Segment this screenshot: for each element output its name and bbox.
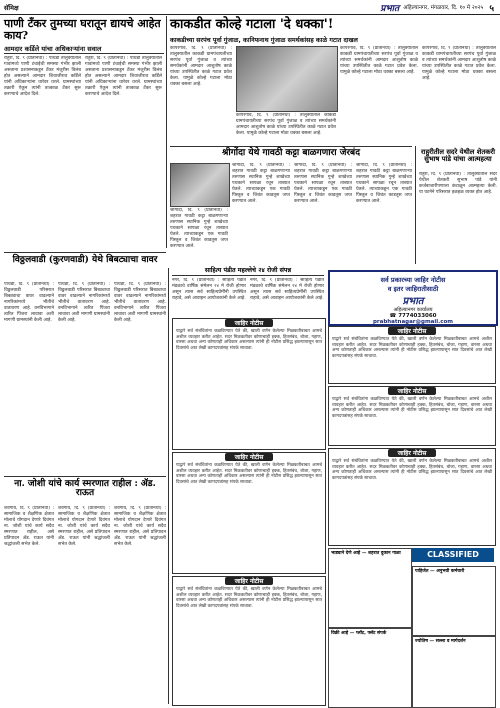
masthead-logo: प्रभात xyxy=(380,3,400,14)
public-notice-5 xyxy=(328,386,496,446)
ad-line1: सर्व प्रकारच्या जाहिर नोटीस xyxy=(380,276,446,284)
column-divider xyxy=(168,268,169,704)
classified-item: ज्योतिष — सल्ला व मार्गदर्शन xyxy=(415,639,466,644)
notice-body: याद्वारे सर्व संबंधितांना कळविण्यात येते की, खाली वर्णन केलेल्या मिळकतीबाबत आमचे अशील व्यवहार करीत आहेत. सदर मिळकतीवर कोणाचाही हक्क, हितसंबंध, बोजा, गहाण, वारसा अथवा अन्य कोणताही अधिकार असल्यास त्यांनी ही नोटीस प्रसिद्ध झाल्यापासून सात दिवसांचे आत लेखी कागदपत्रांसह संपर्क साधावा. xyxy=(176,463,322,485)
story2-headline: काकडीत कोल्हे गटाला 'दे धक्का'! xyxy=(170,17,334,32)
story3-body-col4: श्रीगोंदा, दि. ९ (प्रतिनिधी) : शहरात गावठी कट्टा बाळगणाऱ्या तरुणास स्थानिक गुन्हे शाखेच्या पथकाने सापळा रचून ताब्यात घेतले. त्याच्याकडून एक गावठी पिस्तूल व जिवंत काडतूस जप्त करण्यात आले. xyxy=(356,163,412,204)
classified-item: भाड्याने देणे आहे — शहरात दुकान गाळा xyxy=(331,551,401,556)
story3-body-col1: श्रीगोंदा, दि. ९ (प्रतिनिधी) : शहरात गावठी कट्टा बाळगणाऱ्या तरुणास स्थानिक गुन्हे शाखेच्या पथकाने सापळा रचून ताब्यात घेतले. त्याच्याकडून एक गावठी पिस्तूल व जिवंत काडतूस जप्त करण्यात आले. xyxy=(170,208,228,249)
notice-body: याद्वारे सर्व संबंधितांना कळविण्यात येते की, खाली वर्णन केलेल्या मिळकतीबाबत आमचे अशील व्यवहार करीत आहेत. सदर मिळकतीवर कोणाचाही हक्क, हितसंबंध, बोजा, गहाण, वारसा अथवा अन्य कोणताही अधिकार असल्यास त्यांनी ही नोटीस प्रसिद्ध झाल्यापासून सात दिवसांचे आत लेखी कागदपत्रांसह संपर्क साधावा. xyxy=(332,397,492,419)
classified-ad-4 xyxy=(412,636,496,708)
public-notice-3 xyxy=(172,576,326,706)
divider xyxy=(4,252,166,253)
story1-body-col1: राहुरी, दि. ९ (प्रतिनिधी) : पाथर्डी तालुक्यातील गावांमध्ये पाणी टंचाईची समस्या गंभीर झाली असताना प्रशासनाकडून टँकर मंजुरीस विलंब होत असल्याने आमदार शिवाजीराव कर्डिले यांनी अधिकाऱ्यांना धारेवर धरले. ग्रामस्थांच्या तक्रारी ऐकून त्यांनी तात्काळ टँकर सुरू करण्याचे आदेश दिले. xyxy=(4,56,81,97)
notice-title: जाहिर नोटीस xyxy=(225,577,273,585)
notice-title: जाहिर नोटीस xyxy=(388,327,436,335)
ad-phone-number: 7774033060 xyxy=(398,313,437,319)
story1-subhead: आमदार कर्डिले यांचा अधिकाऱ्यांना सवाल xyxy=(4,44,164,54)
column-divider xyxy=(166,16,167,248)
classified-item: पाहिजेत — अनुभवी कर्मचारी xyxy=(415,569,465,574)
notice-body: याद्वारे सर्व संबंधितांना कळविण्यात येते की, खाली वर्णन केलेल्या मिळकतीबाबत आमचे अशील व्यवहार करीत आहेत. सदर मिळकतीवर कोणाचाही हक्क, हितसंबंध, बोजा, गहाण, वारसा अथवा अन्य कोणताही अधिकार असल्यास त्यांनी ही नोटीस प्रसिद्ध झाल्यापासून सात दिवसांचे आत लेखी कागदपत्रांसह संपर्क साधावा. xyxy=(332,459,492,481)
story6-headline: ना. जोशी यांचे कार्य स्मरणात राहील : ॲड. राऊत xyxy=(14,479,156,499)
story7-body-col1: नगर, दि. ९ (प्रतिनिधी) : साहित्य पंडीत मंडळाचे वार्षिक संमेलन २४ मे रोजी होणार असून त्यास सर्व साहित्यप्रेमींनी उपस्थित राहावे, असे आवाहन आयोजकांनी केले आहे. xyxy=(172,278,246,301)
prabhat-advertisement xyxy=(328,270,498,326)
story5-headline: विठ्ठलवाडी (कुरणवाडी) येथे बिबट्याचा वावर xyxy=(12,255,158,265)
story6-body-col3: शेवगाव, दि. ९ (प्रतिनिधी) : सामाजिक व शैक्षणिक क्षेत्रात मोलाचे योगदान देणारे दिवंगत ना. जोशी यांचे कार्य सदैव स्मरणात राहील, असे प्रतिपादन ॲड. राऊत यांनी श्रद्धांजली सभेत केले. xyxy=(114,506,166,547)
story2-body-col1: कोपरगाव, दि. ९ (प्रतिनिधी) : तालुक्यातील काकडी ग्रामपंचायतीच्या सरपंच पूर्वा गुंजाळ व त्यांच्या समर्थकांनी आमदार आशुतोष काळे यांच्या उपस्थितीत काळे गटात प्रवेश केला. यामुळे कोल्हे गटाला मोठा धक्का बसला आहे. xyxy=(170,46,232,87)
story5-body-col3: पाथर्डी, दि. ९ (प्रतिनिधी) : विठ्ठलवाडी परिसरात बिबट्याचा वावर वाढल्याने नागरिकांमध्ये भीतीचे वातावरण आहे. वनविभागाने त्वरित पिंजरा लावावा अशी मागणी ग्रामस्थांनी केली आहे. xyxy=(114,282,166,323)
page-number: ५ xyxy=(489,3,494,14)
notice-body: याद्वारे सर्व संबंधितांना कळविण्यात येते की, खाली वर्णन केलेल्या मिळकतीबाबत आमचे अशील व्यवहार करीत आहेत. सदर मिळकतीवर कोणाचाही हक्क, हितसंबंध, बोजा, गहाण, वारसा अथवा अन्य कोणताही अधिकार असल्यास त्यांनी ही नोटीस प्रसिद्ध झाल्यापासून सात दिवसांचे आत लेखी कागदपत्रांसह संपर्क साधावा. xyxy=(332,337,492,359)
story2-photo-caption: कोपरगाव, दि. ९ (प्रतिनिधी) : तालुक्यातील काकडी ग्रामपंचायतीच्या सरपंच पूर्वा गुंजाळ व त्यांच्या समर्थकांनी आमदार आशुतोष काळे यांच्या उपस्थितीत काळे गटात प्रवेश केला. यामुळे कोल्हे गटाला मोठा धक्का बसला आहे. xyxy=(236,113,336,136)
story4-body: राहुरी, दि. ९ (प्रतिनिधी) : तालुक्यातील सदरे येथील शेतकरी सुभाष पांडे यांनी कर्जबाजारीपणाला कंटाळून आत्महत्या केली. या घटनेने परिसरात हळहळ व्यक्त होत आहे. xyxy=(419,172,497,195)
classified-ad-3 xyxy=(412,566,496,636)
story7-body-col2: नगर, दि. ९ (प्रतिनिधी) : साहित्य पंडीत मंडळाचे वार्षिक संमेलन २४ मे रोजी होणार असून त्यास सर्व साहित्यप्रेमींनी उपस्थित राहावे, असे आवाहन आयोजकांनी केले आहे. xyxy=(250,278,324,301)
notice-title: जाहिर नोटीस xyxy=(388,387,436,395)
page-header xyxy=(0,0,500,15)
section-name: सॅमिक्ष xyxy=(4,3,19,12)
public-notice-4 xyxy=(328,326,496,384)
classified-ad-1 xyxy=(328,548,412,628)
notice-title: जाहिर नोटीस xyxy=(225,453,273,461)
public-notice-6 xyxy=(328,448,496,546)
divider xyxy=(170,146,412,147)
ad-city: अहिल्यानगर कार्यालय xyxy=(393,307,433,313)
story5-body-col2: पाथर्डी, दि. ९ (प्रतिनिधी) : विठ्ठलवाडी परिसरात बिबट्याचा वावर वाढल्याने नागरिकांमध्ये भीतीचे वातावरण आहे. वनविभागाने त्वरित पिंजरा लावावा अशी मागणी ग्रामस्थांनी केली आहे. xyxy=(58,282,110,323)
ad-email: prabhatnagar@gmail.com xyxy=(372,319,454,325)
notice-body: याद्वारे सर्व संबंधितांना कळविण्यात येते की, खाली वर्णन केलेल्या मिळकतीबाबत आमचे अशील व्यवहार करीत आहेत. सदर मिळकतीवर कोणाचाही हक्क, हितसंबंध, बोजा, गहाण, वारसा अथवा अन्य कोणताही अधिकार असल्यास त्यांनी ही नोटीस प्रसिद्ध झाल्यापासून सात दिवसांचे आत लेखी कागदपत्रांसह संपर्क साधावा. xyxy=(176,587,322,609)
ad-phone: ☎ 7774033060 xyxy=(389,313,437,319)
public-notice-2 xyxy=(172,452,326,574)
classified-item: विक्री आहे — प्लॉट, फ्लॅट संपर्क xyxy=(331,631,387,636)
notice-title: जाहिर नोटीस xyxy=(388,449,436,457)
story6-body-col2: शेवगाव, दि. ९ (प्रतिनिधी) : सामाजिक व शैक्षणिक क्षेत्रात मोलाचे योगदान देणारे दिवंगत ना. जोशी यांचे कार्य सदैव स्मरणात राहील, असे प्रतिपादन ॲड. राऊत यांनी श्रद्धांजली सभेत केले. xyxy=(58,506,110,547)
column-divider xyxy=(415,146,416,264)
story2-photo xyxy=(236,46,338,112)
story2-body-col2: कोपरगाव, दि. ९ (प्रतिनिधी) : तालुक्यातील काकडी ग्रामपंचायतीच्या सरपंच पूर्वा गुंजाळ व त्यांच्या समर्थकांनी आमदार आशुतोष काळे यांच्या उपस्थितीत काळे गटात प्रवेश केला. यामुळे कोल्हे गटाला मोठा धक्का बसला आहे. xyxy=(340,46,418,75)
story3-body-col3: श्रीगोंदा, दि. ९ (प्रतिनिधी) : शहरात गावठी कट्टा बाळगणाऱ्या तरुणास स्थानिक गुन्हे शाखेच्या पथकाने सापळा रचून ताब्यात घेतले. त्याच्याकडून एक गावठी पिस्तूल व जिवंत काडतूस जप्त करण्यात आले. xyxy=(294,163,352,204)
ad-line2: व इतर जाहिरातीसाठी xyxy=(387,285,439,293)
story3-body-col2: श्रीगोंदा, दि. ९ (प्रतिनिधी) : शहरात गावठी कट्टा बाळगणाऱ्या तरुणास स्थानिक गुन्हे शाखेच्या पथकाने सापळा रचून ताब्यात घेतले. त्याच्याकडून एक गावठी पिस्तूल व जिवंत काडतूस जप्त करण्यात आले. xyxy=(232,163,290,204)
public-notice-1 xyxy=(172,318,326,450)
story4-headline: राहुरीतील सदरे येथील शेतकरी सुभाष पांडे यांचा आत्महत्या xyxy=(421,148,495,164)
classified-ad-2 xyxy=(328,628,412,708)
story2-body-col3: कोपरगाव, दि. ९ (प्रतिनिधी) : तालुक्यातील काकडी ग्रामपंचायतीच्या सरपंच पूर्वा गुंजाळ व त्यांच्या समर्थकांनी आमदार आशुतोष काळे यांच्या उपस्थितीत काळे गटात प्रवेश केला. यामुळे कोल्हे गटाला मोठा धक्का बसला आहे. xyxy=(422,46,496,81)
classified-header: CLASSIFIED xyxy=(412,548,494,562)
notice-title: जाहिर नोटीस xyxy=(225,319,273,327)
story3-photo xyxy=(170,163,230,207)
divider xyxy=(4,476,166,477)
notice-body: याद्वारे सर्व संबंधितांना कळविण्यात येते की, खाली वर्णन केलेल्या मिळकतीबाबत आमचे अशील व्यवहार करीत आहेत. सदर मिळकतीवर कोणाचाही हक्क, हितसंबंध, बोजा, गहाण, वारसा अथवा अन्य कोणताही अधिकार असल्यास त्यांनी ही नोटीस प्रसिद्ध झाल्यापासून सात दिवसांचे आत लेखी कागदपत्रांसह संपर्क साधावा. xyxy=(176,329,322,351)
story2-subhead: काकडीच्या सरपंच पूर्वा गुंजाळ, कानिफनाथ गुंजाळ समर्थकांसह काळे गटात दाखल xyxy=(170,37,358,44)
story6-body-col1: शेवगाव, दि. ९ (प्रतिनिधी) : सामाजिक व शैक्षणिक क्षेत्रात मोलाचे योगदान देणारे दिवंगत ना. जोशी यांचे कार्य सदैव स्मरणात राहील, असे प्रतिपादन ॲड. राऊत यांनी श्रद्धांजली सभेत केले. xyxy=(4,506,54,547)
story3-headline: श्रीगोंदा येथे गावठी कट्टा बाळगणारा जेरबंद xyxy=(222,148,360,158)
ad-logo: प्रभात xyxy=(402,296,424,307)
story7-headline: साहित्य पंडीत महल्लेचे २४ रोजी संपन्न xyxy=(172,268,324,276)
story5-body-col1: पाथर्डी, दि. ९ (प्रतिनिधी) : विठ्ठलवाडी परिसरात बिबट्याचा वावर वाढल्याने नागरिकांमध्ये भीतीचे वातावरण आहे. वनविभागाने त्वरित पिंजरा लावावा अशी मागणी ग्रामस्थांनी केली आहे. xyxy=(4,282,54,323)
story1-headline: पाणी टँकर तुमच्या घरातून द्यायचे आहेत काय? xyxy=(4,17,161,42)
date-line: अहिल्यानगर, मंगळवार, दि. १० मे २०२५ xyxy=(403,5,484,11)
story1-body-col2: राहुरी, दि. ९ (प्रतिनिधी) : पाथर्डी तालुक्यातील गावांमध्ये पाणी टंचाईची समस्या गंभीर झाली असताना प्रशासनाकडून टँकर मंजुरीस विलंब होत असल्याने आमदार शिवाजीराव कर्डिले यांनी अधिकाऱ्यांना धारेवर धरले. ग्रामस्थांच्या तक्रारी ऐकून त्यांनी तात्काळ टँकर सुरू करण्याचे आदेश दिले. xyxy=(85,56,162,97)
